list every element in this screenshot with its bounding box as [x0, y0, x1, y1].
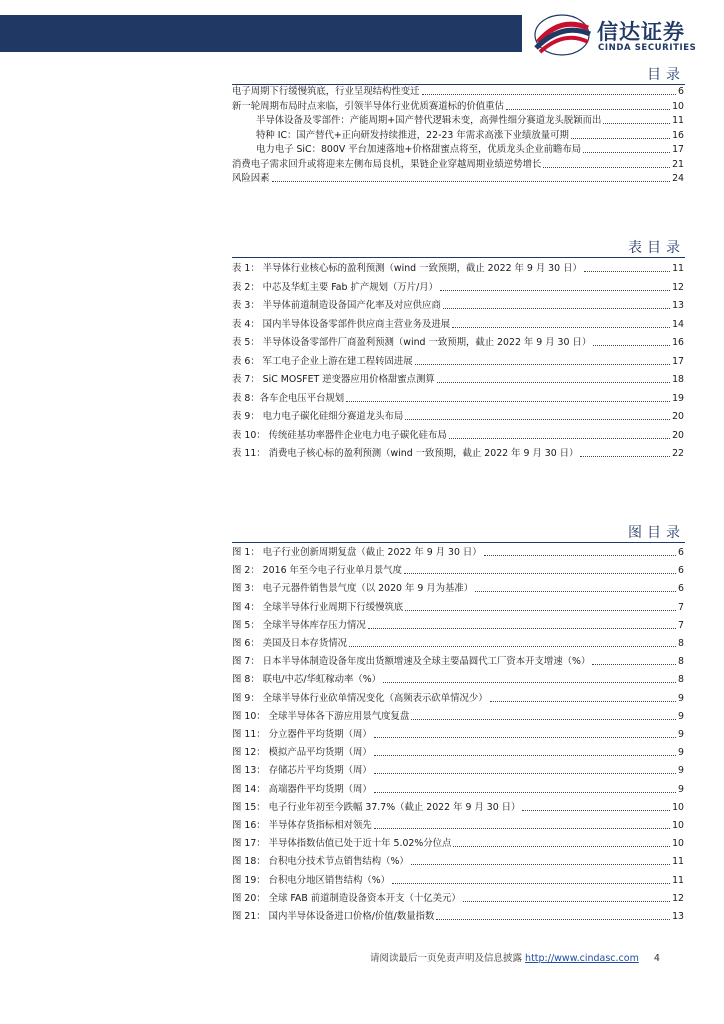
- toc-entry-page: 10: [672, 100, 684, 112]
- figure-entry[interactable]: [232, 669, 684, 686]
- toc-entry-page: 17: [672, 144, 684, 155]
- figure-entry-page: 7: [678, 601, 684, 613]
- figure-entry[interactable]: [232, 888, 684, 905]
- toc-entry-page: 11: [672, 115, 684, 126]
- figure-entry-label: 图 11： 分立器件平均货期（周）: [232, 729, 372, 740]
- figure-entry-page: 6: [678, 547, 684, 558]
- table-entry-label: 表 5： 半导体设备零部件厂商盈利预测（wind 一致预期，截止 2022 年 9 月 30 日）: [232, 337, 592, 348]
- dot-leader: [405, 419, 670, 420]
- dot-leader: [374, 737, 676, 738]
- table-entry-page: 22: [672, 448, 684, 459]
- toc-entry-page: 21: [672, 158, 684, 170]
- figure-entry-label: 图 12： 模拟产品平均货期（周）: [232, 747, 372, 759]
- figure-entry-page: 10: [672, 838, 684, 850]
- figure-entry-page: 12: [672, 892, 684, 904]
- logo-english-text: CINDA SECURITIES: [598, 43, 697, 53]
- dot-leader: [584, 271, 670, 272]
- dot-leader: [368, 628, 676, 629]
- figure-entry-label: 图 4： 全球半导体行业周期下行缓慢筑底: [232, 601, 404, 613]
- figure-entry[interactable]: [232, 651, 684, 668]
- figure-entry-page: 9: [678, 692, 684, 704]
- dot-leader: [374, 773, 676, 774]
- table-entry-label: 表 7： SiC MOSFET 逆变器应用价格甜蜜点测算: [232, 374, 435, 385]
- dot-leader: [411, 719, 676, 720]
- table-entry-label: 表 3： 半导体前道制造设备国产化率及对应供应商: [232, 300, 441, 311]
- table-entry[interactable]: [232, 369, 684, 386]
- figure-entry[interactable]: [232, 779, 684, 796]
- table-entry-label: 表 8：各车企电压平台规划: [232, 392, 345, 404]
- figure-entry-page: 6: [678, 583, 684, 595]
- table-entry[interactable]: [232, 314, 684, 331]
- figure-entry[interactable]: [232, 633, 684, 650]
- figure-entry-label: 图 9： 全球半导体行业砍单情况变化（高频表示砍单情况少）: [232, 692, 488, 704]
- figure-entry-page: 8: [678, 638, 684, 649]
- dot-leader: [490, 701, 676, 702]
- table-entry[interactable]: [232, 406, 684, 423]
- table-entry-label: 表 9： 电力电子碳化硅细分赛道龙头布局: [232, 411, 404, 422]
- figure-entry-page: 6: [678, 565, 684, 577]
- table-entry-page: 20: [672, 429, 684, 441]
- dot-leader: [593, 345, 670, 346]
- table-entry-page: 13: [672, 300, 684, 311]
- figure-entry[interactable]: [232, 542, 684, 559]
- dot-leader: [463, 901, 670, 902]
- footer-disclaimer: 请阅读最后一页免责声明及信息披露: [370, 953, 523, 964]
- table-entry[interactable]: [232, 277, 684, 294]
- figure-entry-page: 8: [678, 674, 684, 686]
- figure-entry[interactable]: [232, 833, 684, 850]
- table-entry-page: 16: [672, 337, 684, 348]
- table-entry-page: 17: [672, 355, 684, 367]
- table-entry[interactable]: [232, 443, 684, 460]
- figure-entry[interactable]: [232, 560, 684, 577]
- dot-leader: [374, 792, 676, 793]
- toc-entry-label: 消费电子需求回升或将迎来左侧布局良机，果链企业穿越周期业绩逆势增长: [232, 158, 542, 170]
- figure-entry-page: 13: [672, 911, 684, 922]
- dot-leader: [443, 308, 670, 309]
- table-entry-page: 20: [672, 411, 684, 422]
- figure-entry-label: 图 21： 国内半导体设备进口价格/价值/数量指数: [232, 911, 435, 922]
- toc-entry-label: 电子周期下行缓慢筑底，行业呈现结构性变迁: [232, 86, 420, 97]
- figure-entry-label: 图 7： 日本半导体制造设备年度出货额增速及全球主要晶圆代工厂资本开支增速（%）: [232, 656, 591, 668]
- figure-entry-label: 图 2： 2016 年至今电子行业单月景气度: [232, 565, 403, 577]
- figure-entry[interactable]: [232, 578, 684, 595]
- table-entry-label: 表 11： 消费电子核心标的盈利预测（wind 一致预期，截止 2022 年 9 月 30 日）: [232, 448, 579, 459]
- toc-entry[interactable]: [232, 168, 684, 185]
- dot-leader: [452, 327, 670, 328]
- figure-entry-label: 图 20： 全球 FAB 前道制造设备资本开支（十亿美元）: [232, 892, 461, 904]
- table-entry[interactable]: [232, 351, 684, 368]
- figure-entry[interactable]: [232, 724, 684, 741]
- figure-entry-page: 9: [678, 765, 684, 777]
- toc-title: 目录: [647, 67, 685, 83]
- figure-entry-label: 图 10： 全球半导体各下游应用景气度复盘: [232, 710, 410, 722]
- toc-entry-label: 半导体设备及零部件：产能周期+国产替代逻辑未变，高弹性细分赛道龙头脱颖而出: [256, 115, 602, 126]
- figure-entry[interactable]: [232, 870, 684, 887]
- dot-leader: [449, 438, 670, 439]
- table-entry[interactable]: [232, 258, 684, 275]
- figure-entry-page: 10: [672, 820, 684, 831]
- figure-entry-label: 图 3： 电子元器件销售景气度（以 2020 年 9 月为基准）: [232, 583, 474, 595]
- header-bar: [0, 15, 522, 52]
- figure-entry-label: 图 1： 电子行业创新周期复盘（截止 2022 年 9 月 30 日）: [232, 547, 482, 558]
- table-entry-label: 表 10： 传统硅基功率器件企业电力电子碳化硅布局: [232, 429, 447, 441]
- figure-entry-label: 图 18： 台积电分技术节点销售结构（%）: [232, 856, 409, 868]
- figure-entry[interactable]: [232, 851, 684, 868]
- toc-entry-page: 16: [672, 129, 684, 141]
- figure-entry-page: 9: [678, 729, 684, 740]
- dot-leader: [346, 401, 670, 402]
- figure-entry-label: 图 14： 高端器件平均货期（周）: [232, 783, 372, 795]
- page-footer: [370, 950, 660, 964]
- figure-entry[interactable]: [232, 706, 684, 723]
- table-entry-label: 表 6： 军工电子企业上游在建工程转固进展: [232, 355, 413, 367]
- figure-entry[interactable]: [232, 760, 684, 777]
- cinda-logo: [530, 12, 710, 58]
- dot-leader: [453, 846, 670, 847]
- figure-entry-label: 图 16： 半导体存货指标相对领先: [232, 820, 372, 831]
- toc-entry-label: 特种 IC：国产替代+正向研发持续推进，22-23 年需求高涨下业绩放量可期: [256, 129, 569, 141]
- figure-entry-page: 9: [678, 747, 684, 759]
- table-entry[interactable]: [232, 388, 684, 405]
- dot-leader: [436, 919, 670, 920]
- dot-leader: [592, 664, 676, 665]
- toc-entry-label: 新一轮周期布局时点来临，引领半导体行业优质赛道标的价值重估: [232, 100, 504, 112]
- figure-entry-label: 图 15： 电子行业年初至今跌幅 37.7%（截止 2022 年 9 月 30 日）: [232, 801, 521, 813]
- dot-leader: [392, 883, 670, 884]
- footer-website-link[interactable]: http://www.cindasc.com: [525, 953, 639, 964]
- dot-leader: [374, 828, 670, 829]
- logo-chinese-text: 信达证券: [597, 20, 685, 44]
- table-entry-page: 14: [672, 318, 684, 330]
- figure-entry[interactable]: [232, 597, 684, 614]
- dot-leader: [374, 755, 676, 756]
- dot-leader: [440, 290, 670, 291]
- table-entry-page: 12: [672, 281, 684, 293]
- figures-title: 图目录: [628, 525, 685, 541]
- dot-leader: [349, 646, 676, 647]
- figure-entry-page: 9: [678, 710, 684, 722]
- dot-leader: [411, 864, 670, 865]
- figure-entry-label: 图 13： 存储芯片平均货期（周）: [232, 765, 372, 777]
- dot-leader: [415, 364, 670, 365]
- figure-entry-page: 11: [672, 856, 684, 868]
- dot-leader: [272, 181, 671, 182]
- table-entry-label: 表 4： 国内半导体设备零部件供应商主营业务及进展: [232, 318, 451, 330]
- figure-entry-label: 图 19： 台积电分地区销售结构（%）: [232, 874, 391, 886]
- table-entry-label: 表 2： 中芯及华虹主要 Fab 扩产规划（万片/月）: [232, 281, 439, 293]
- figure-entry[interactable]: [232, 688, 684, 705]
- figure-entry[interactable]: [232, 906, 684, 923]
- toc-entry-label: 电力电子 SiC：800V 平台加速落地+价格甜蜜点将至，优质龙头企业前瞻布局: [256, 144, 582, 155]
- dot-leader: [404, 573, 676, 574]
- figure-entry-page: 10: [672, 801, 684, 813]
- dot-leader: [580, 456, 670, 457]
- table-entry[interactable]: [232, 332, 684, 349]
- cinda-logo-icon: [530, 12, 594, 58]
- figure-entry-page: 8: [678, 656, 684, 668]
- toc-entry-page: 24: [672, 173, 684, 184]
- dot-leader: [522, 810, 670, 811]
- figure-entry-page: 7: [678, 619, 684, 631]
- toc-entry-page: 6: [678, 86, 684, 97]
- figure-entry-page: 11: [672, 874, 684, 886]
- table-entry[interactable]: [232, 425, 684, 442]
- dot-leader: [475, 591, 676, 592]
- dot-leader: [405, 610, 676, 611]
- footer-page-number: 4: [653, 953, 660, 964]
- figure-entry-label: 图 8： 联电/中芯/华虹稼动率（%）: [232, 674, 382, 686]
- table-entry-label: 表 1： 半导体行业核心标的盈利预测（wind 一致预期，截止 2022 年 9 月 30 日）: [232, 263, 582, 274]
- figure-entry[interactable]: [232, 797, 684, 814]
- figure-entry-label: 图 5： 全球半导体库存压力情况: [232, 619, 366, 631]
- figure-entry[interactable]: [232, 742, 684, 759]
- tables-title: 表目录: [628, 240, 685, 256]
- dot-leader: [484, 555, 676, 556]
- dot-leader: [437, 382, 670, 383]
- toc-entry-label: 风险因素: [232, 173, 270, 184]
- figure-entry-page: 9: [678, 783, 684, 795]
- figure-entry[interactable]: [232, 615, 684, 632]
- table-entry-page: 11: [672, 263, 684, 274]
- figure-entry-label: 图 17： 半导体指数估值已处于近十年 5.02%分位点: [232, 838, 452, 850]
- figure-entry[interactable]: [232, 815, 684, 832]
- figure-entry-label: 图 6： 美国及日本存货情况: [232, 638, 348, 649]
- table-entry-page: 19: [672, 392, 684, 404]
- table-entry[interactable]: [232, 295, 684, 312]
- table-entry-page: 18: [672, 374, 684, 385]
- dot-leader: [383, 682, 676, 683]
